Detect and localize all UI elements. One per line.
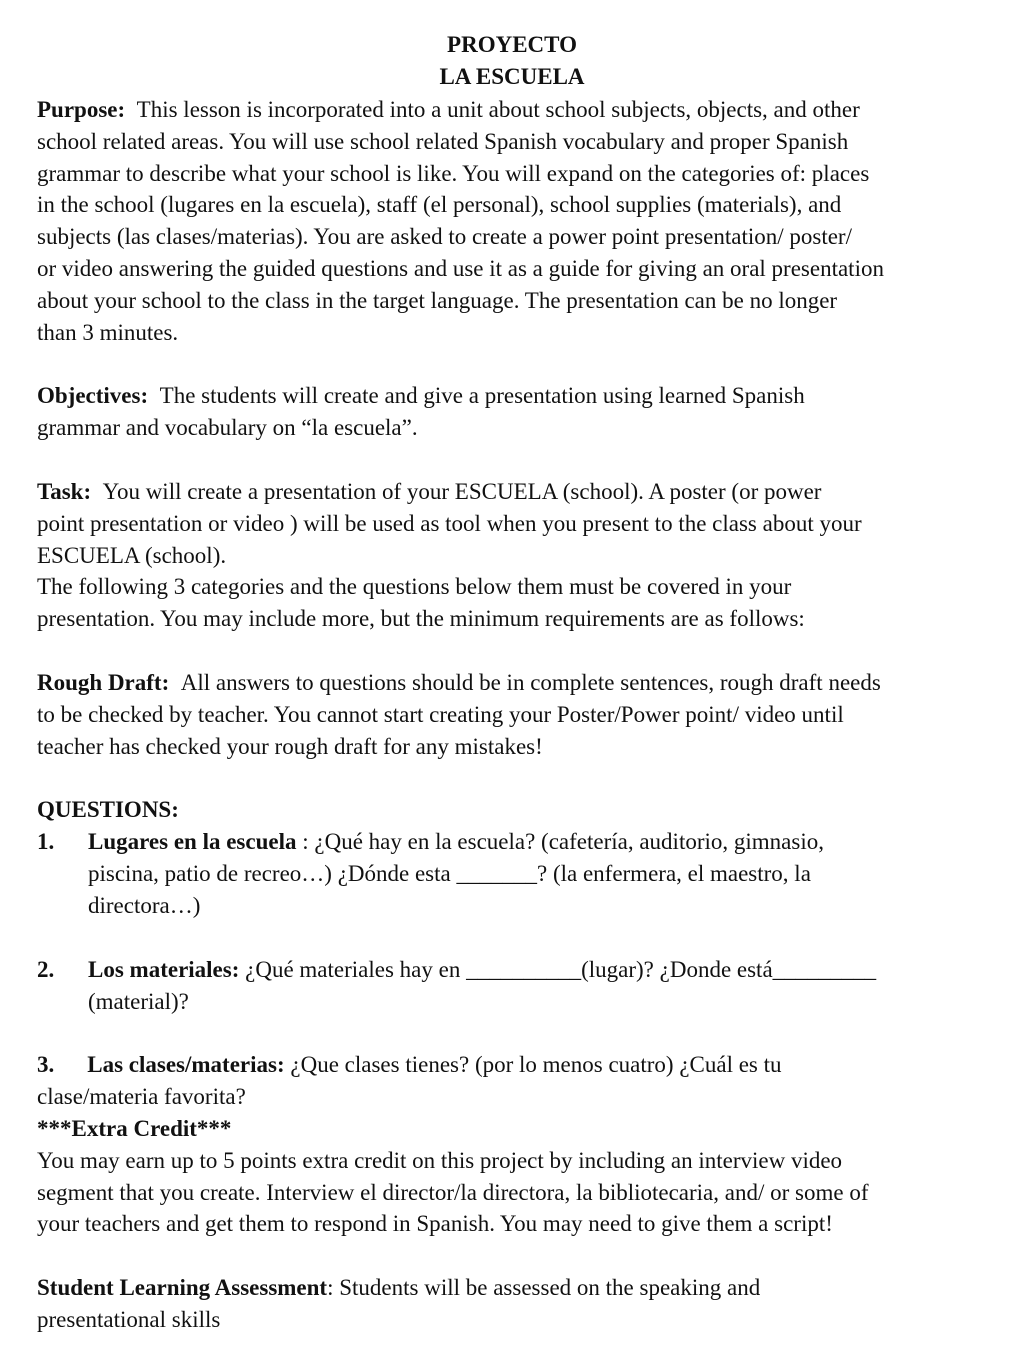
rough-draft-line: All answers to questions should be in complete sentences, rough draft needs: [180, 670, 881, 695]
question-item: [88, 826, 988, 921]
extra-credit-line: You may earn up to 5 points extra credit on this project by including an interview video: [37, 1147, 843, 1173]
objectives-label: Objectives:: [37, 383, 149, 408]
rough-draft-label: Rough Draft:: [37, 670, 170, 695]
question-line: : ¿Qué hay en la escuela? (cafetería, auditorio, gimnasio,: [296, 829, 824, 854]
purpose-line: grammar to describe what your school is like. You will expand on the categories of: places: [37, 160, 870, 186]
extra-credit-line: segment that you create. Interview el director/la directora, la bibliotecaria, and/ or some of: [37, 1179, 869, 1205]
question-line: directora…): [88, 892, 201, 918]
purpose-label: Purpose:: [37, 97, 126, 122]
question-number: 2.: [37, 957, 55, 982]
purpose-line: school related areas. You will use school related Spanish vocabulary and proper Spanish: [37, 128, 849, 154]
assessment-line: presentational skills: [37, 1306, 221, 1332]
assessment-paragraph: [37, 1272, 992, 1336]
task-line: The following 3 categories and the questions below them must be covered in your: [37, 574, 792, 600]
task-line: presentation. You may include more, but the minimum requirements are as follows:: [37, 606, 805, 632]
question-number: 1.: [37, 829, 55, 854]
questions-heading: [37, 794, 992, 826]
purpose-line: in the school (lugares en la escuela), staff (el personal), school supplies (materials), and: [37, 192, 842, 218]
task-line: ESCUELA (school).: [37, 542, 227, 568]
question-line: ¿Que clases tienes? (por lo menos cuatro) ¿Cuál es tu: [284, 1052, 782, 1077]
question-label: Los materiales:: [88, 957, 240, 982]
extra-credit-label: ***Extra Credit***: [37, 1116, 232, 1141]
objectives-line: grammar and vocabulary on “la escuela”.: [37, 414, 418, 440]
purpose-line: or video answering the guided questions and use it as a guide for giving an oral presentation: [37, 255, 884, 281]
purpose-line: subjects (las clases/materias). You are asked to create a power point presentation/ poster/: [37, 224, 852, 250]
assessment-line: : Students will be assessed on the speaking and: [327, 1275, 761, 1300]
objectives-paragraph: [37, 380, 992, 444]
assessment-label: Student Learning Assessment: [37, 1275, 328, 1300]
objectives-line: The students will create and give a presentation using learned Spanish: [159, 383, 805, 408]
question-label: Las clases/materias:: [87, 1052, 285, 1077]
purpose-line: about your school to the class in the target language. The presentation can be no longer: [37, 287, 838, 313]
rough-draft-paragraph: [37, 667, 992, 762]
question-item: [88, 954, 988, 1018]
task-label: Task:: [37, 479, 92, 504]
purpose-line: than 3 minutes.: [37, 319, 179, 345]
purpose-paragraph: [37, 94, 992, 348]
extra-credit-line: your teachers and get them to respond in Spanish. You may need to give them a script!: [37, 1211, 833, 1237]
task-line: point presentation or video ) will be used as tool when you present to the class about your: [37, 510, 862, 536]
task-line: You will create a presentation of your ESCUELA (school). A poster (or power: [102, 479, 822, 504]
question-line: clase/materia favorita?: [37, 1083, 246, 1109]
question-label: Lugares en la escuela: [88, 829, 297, 854]
title-line-2: LA ESCUELA: [439, 64, 585, 89]
purpose-line: This lesson is incorporated into a unit about school subjects, objects, and other: [136, 97, 860, 122]
questions-heading-text: QUESTIONS:: [37, 797, 179, 822]
question-item: [37, 1049, 992, 1113]
question-line: ¿Qué materiales hay en __________(lugar)? ¿Donde está_________: [239, 957, 877, 982]
rough-draft-line: to be checked by teacher. You cannot start creating your Poster/Power point/ video until: [37, 701, 844, 727]
extra-credit-paragraph: [37, 1113, 992, 1240]
question-line: piscina, patio de recreo…) ¿Dónde esta _______? (la enfermera, el maestro, la: [88, 860, 811, 886]
task-paragraph: [37, 476, 992, 635]
question-line: (material)?: [88, 988, 189, 1014]
question-number: 3.: [37, 1052, 55, 1077]
title-line-1: PROYECTO: [447, 32, 577, 57]
rough-draft-line: teacher has checked your rough draft for any mistakes!: [37, 733, 543, 759]
